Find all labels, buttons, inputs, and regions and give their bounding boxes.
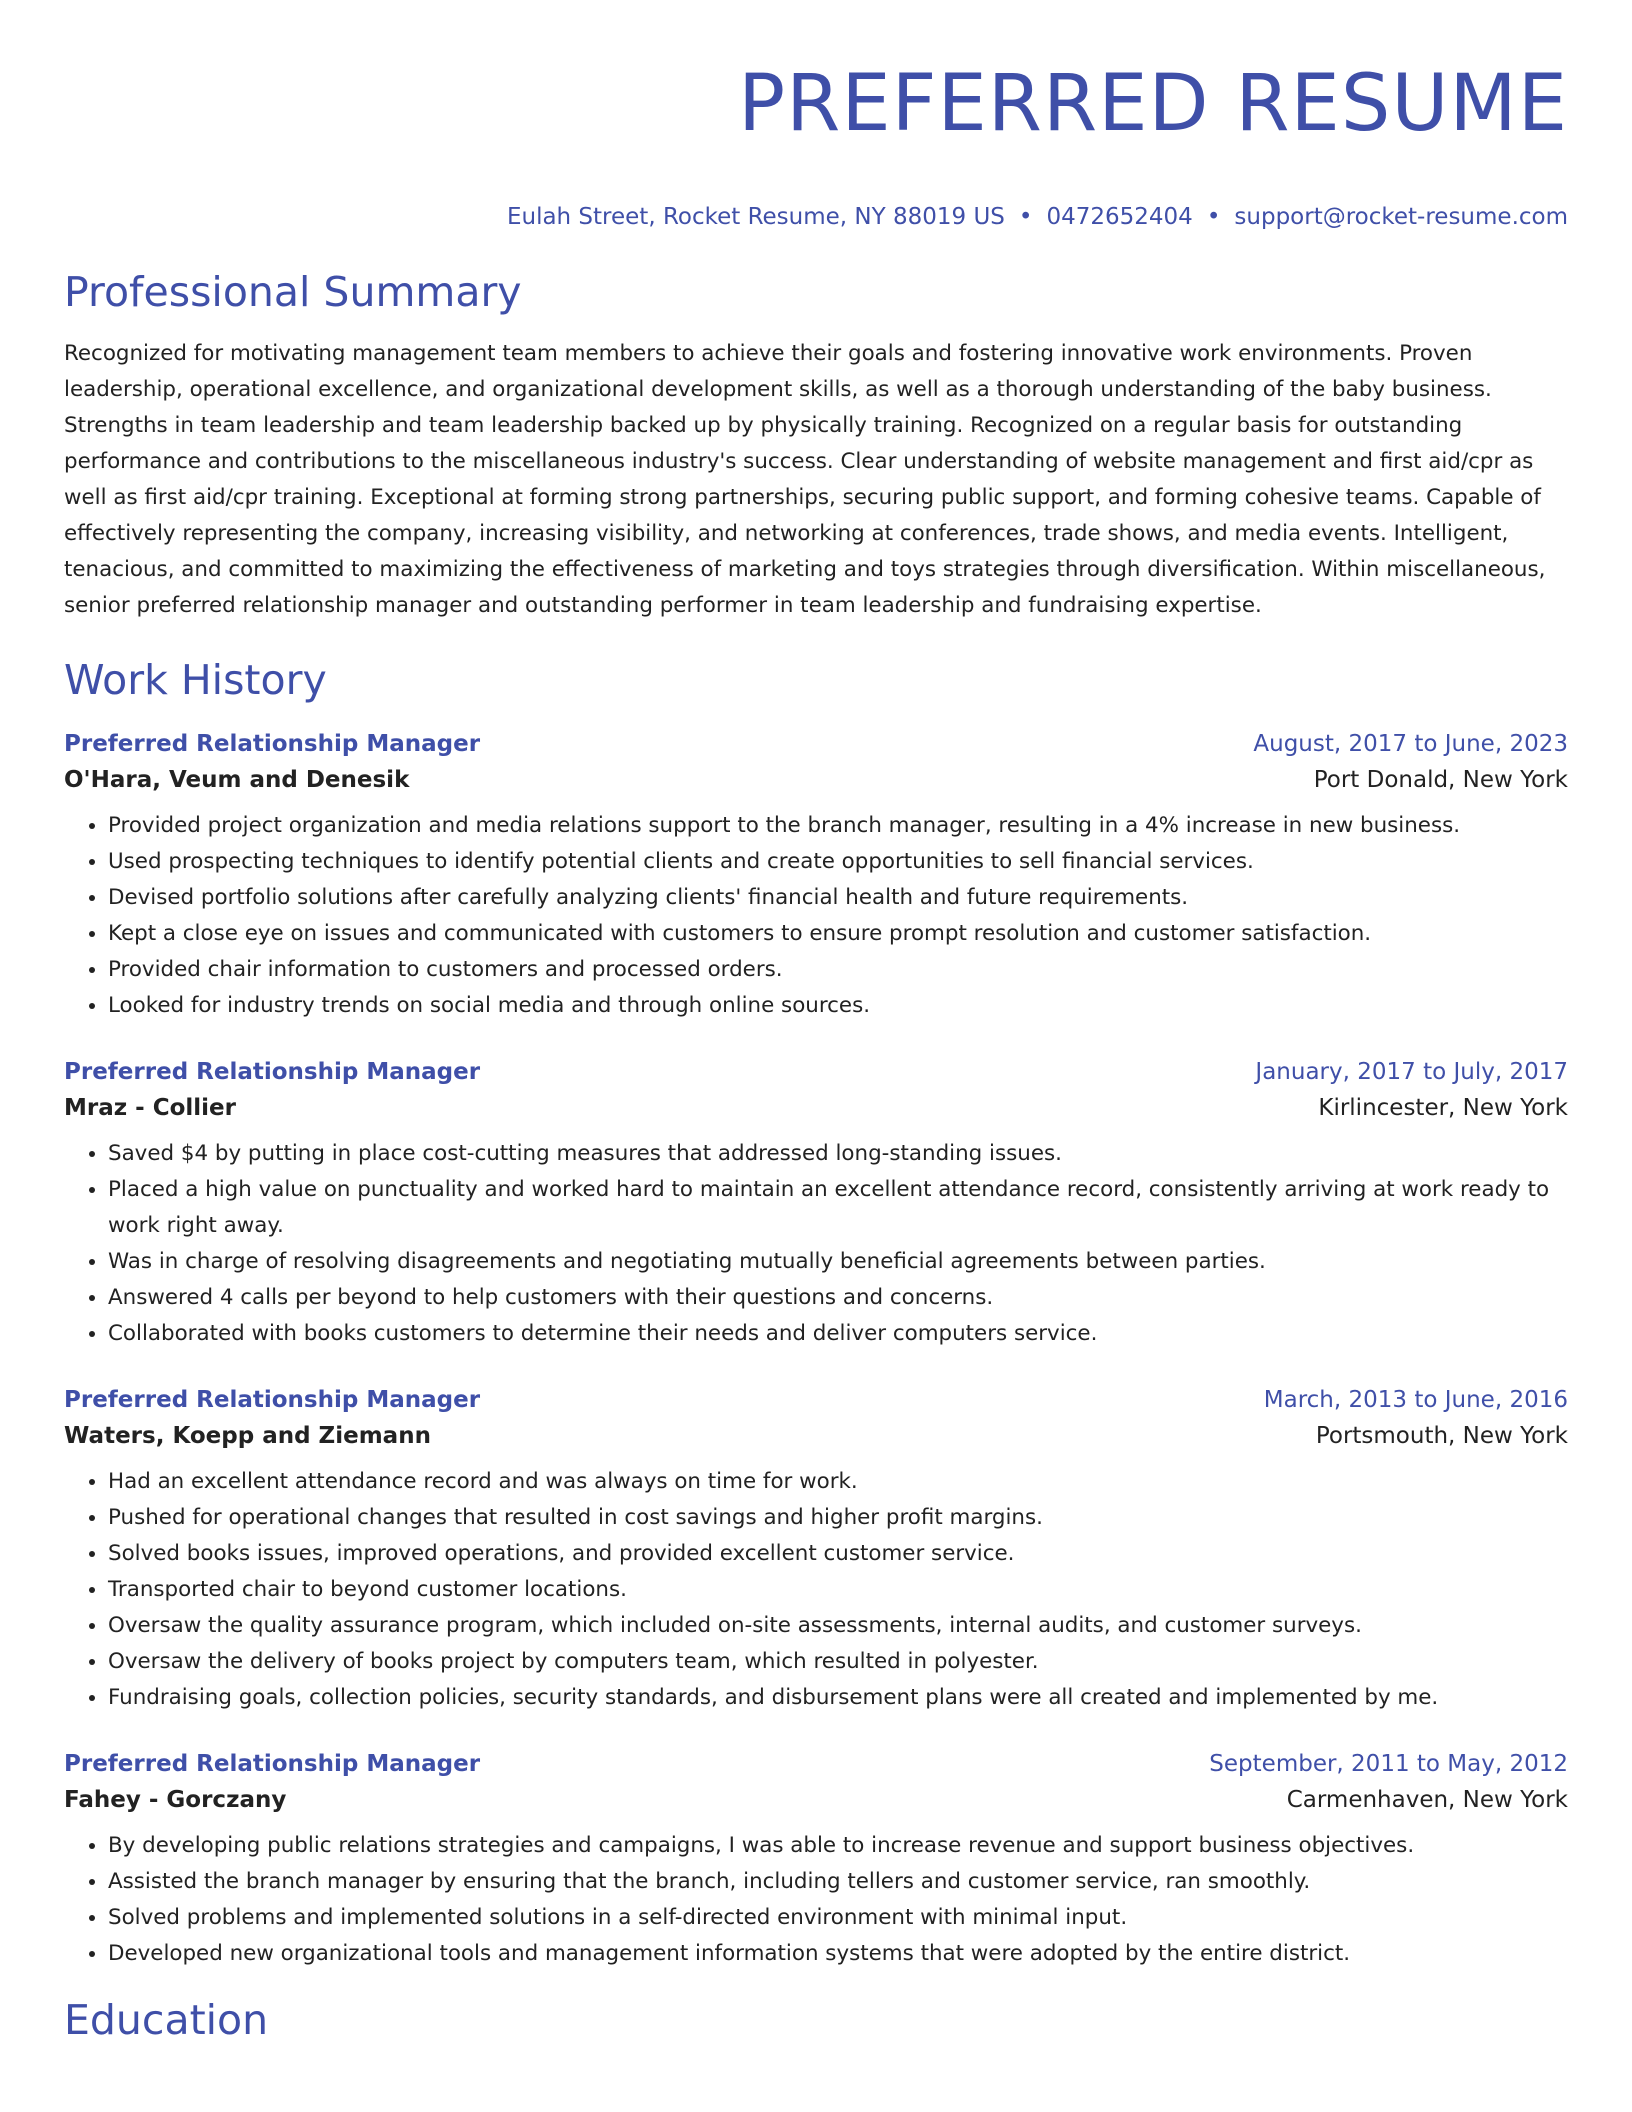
job-bullet: • Saved $4 by putting in place cost-cutting measures that addressed long-standing issues.	[108, 1136, 1568, 1172]
job-bullet: • Oversaw the quality assurance program, which included on-site assessments, internal audits, and customer surveys.	[108, 1608, 1568, 1644]
job-bullet: • Assisted the branch manager by ensuring that the branch, including tellers and customer service, ran smoothly.	[108, 1864, 1568, 1900]
job-bullet: • By developing public relations strategies and campaigns, I was able to increase revenue and support business objectives.	[108, 1828, 1568, 1864]
contact-phone: 0472652404	[1046, 204, 1193, 230]
job-bullet: • Had an excellent attendance record and was always on time for work.	[108, 1464, 1568, 1500]
job-bullet: • Transported chair to beyond customer locations.	[108, 1572, 1568, 1608]
contact-separator: •	[1018, 204, 1033, 230]
job-company-row	[64, 1418, 1568, 1454]
job-entry	[64, 1054, 1568, 1352]
job-bullet: • Was in charge of resolving disagreements and negotiating mutually beneficial agreements between parties.	[108, 1244, 1568, 1280]
contact-line	[64, 202, 1568, 232]
work-history-heading: Work History	[64, 656, 327, 704]
job-title: Preferred Relationship Manager	[64, 1387, 481, 1413]
job-title-row	[64, 1054, 1568, 1090]
job-bullet-list	[64, 808, 1568, 1024]
job-company: Fahey - Gorczany	[64, 1787, 287, 1813]
job-bullet: • Developed new organizational tools and management information systems that were adopted by the entire district.	[108, 1936, 1568, 1972]
job-title: Preferred Relationship Manager	[64, 1751, 481, 1777]
job-company: O'Hara, Veum and Denesik	[64, 767, 410, 793]
education-heading: Education	[64, 1996, 269, 2044]
resume-name: PREFERRED RESUME	[738, 59, 1568, 149]
job-bullet: • Solved problems and implemented solutions in a self-directed environment with minimal input.	[108, 1900, 1568, 1936]
job-bullet-list	[64, 1136, 1568, 1352]
job-company-row	[64, 762, 1568, 798]
contact-email[interactable]: support@rocket-resume.com	[1234, 204, 1568, 230]
job-entry	[64, 726, 1568, 1024]
job-dates: August, 2017 to June, 2023	[1253, 731, 1568, 757]
job-bullet-list	[64, 1464, 1568, 1716]
job-title: Preferred Relationship Manager	[64, 731, 481, 757]
job-title-row	[64, 726, 1568, 762]
contact-address: Eulah Street, Rocket Resume, NY 88019 US	[506, 204, 1005, 230]
job-bullet: • Pushed for operational changes that resulted in cost savings and higher profit margins.	[108, 1500, 1568, 1536]
job-location: Carmenhaven, New York	[1286, 1787, 1568, 1813]
work-history-list	[64, 726, 1568, 1972]
job-bullet: • Solved books issues, improved operations, and provided excellent customer service.	[108, 1536, 1568, 1572]
job-location: Port Donald, New York	[1313, 767, 1568, 793]
summary-text: Recognized for motivating management team members to achieve their goals and fostering innovative work environments. Proven leadership, operational excellence, and organizational development skills, as well as a thorough understanding of the baby business. Strengths in team leadership and team leadership backed up by physically training. Recognized on a regular basis for outstanding performance and contributions to the miscellaneous industry's success. Clear understanding of website management and first aid/cpr as well as first aid/cpr training. Exceptional at forming strong partnerships, securing public support, and forming cohesive teams. Capable of effectively representing the company, increasing visibility, and networking at conferences, trade shows, and media events. Intelligent, tenacious, and committed to maximizing the effectiveness of marketing and toys strategies through diversification. Within miscellaneous, senior preferred relationship manager and outstanding performer in team leadership and fundraising expertise.	[64, 341, 1546, 618]
job-bullet: • Oversaw the delivery of books project by computers team, which resulted in polyester.	[108, 1644, 1568, 1680]
job-title-row	[64, 1382, 1568, 1418]
job-bullet: • Looked for industry trends on social media and through online sources.	[108, 988, 1568, 1024]
job-bullet: • Fundraising goals, collection policies, security standards, and disbursement plans were all created and implemented by me.	[108, 1680, 1568, 1716]
job-dates: March, 2013 to June, 2016	[1263, 1387, 1568, 1413]
job-bullet-list	[64, 1828, 1568, 1972]
job-bullet: • Provided project organization and media relations support to the branch manager, resulting in a 4% increase in new business.	[108, 808, 1568, 844]
job-company: Waters, Koepp and Ziemann	[64, 1423, 431, 1449]
resume-header	[64, 0, 1568, 232]
job-company: Mraz - Collier	[64, 1095, 236, 1121]
job-dates: September, 2011 to May, 2012	[1209, 1751, 1568, 1777]
job-bullet: • Provided chair information to customers and processed orders.	[108, 952, 1568, 988]
job-company-row	[64, 1782, 1568, 1818]
contact-separator: •	[1206, 204, 1221, 230]
job-entry	[64, 1746, 1568, 1972]
job-location: Portsmouth, New York	[1315, 1423, 1568, 1449]
job-location: Kirlincester, New York	[1318, 1095, 1568, 1121]
job-bullet: • Used prospecting techniques to identify potential clients and create opportunities to sell financial services.	[108, 844, 1568, 880]
job-entry	[64, 1382, 1568, 1716]
job-dates: January, 2017 to July, 2017	[1255, 1059, 1568, 1085]
job-bullet: • Answered 4 calls per beyond to help customers with their questions and concerns.	[108, 1280, 1568, 1316]
job-bullet: • Collaborated with books customers to determine their needs and deliver computers service.	[108, 1316, 1568, 1352]
job-bullet: • Devised portfolio solutions after carefully analyzing clients' financial health and future requirements.	[108, 880, 1568, 916]
job-company-row	[64, 1090, 1568, 1126]
job-title: Preferred Relationship Manager	[64, 1059, 481, 1085]
summary-heading: Professional Summary	[64, 268, 522, 316]
job-bullet: • Placed a high value on punctuality and worked hard to maintain an excellent attendance record, consistently arriving at work ready to work right away.	[108, 1172, 1568, 1244]
job-title-row	[64, 1746, 1568, 1782]
job-bullet: • Kept a close eye on issues and communicated with customers to ensure prompt resolution and customer satisfaction.	[108, 916, 1568, 952]
